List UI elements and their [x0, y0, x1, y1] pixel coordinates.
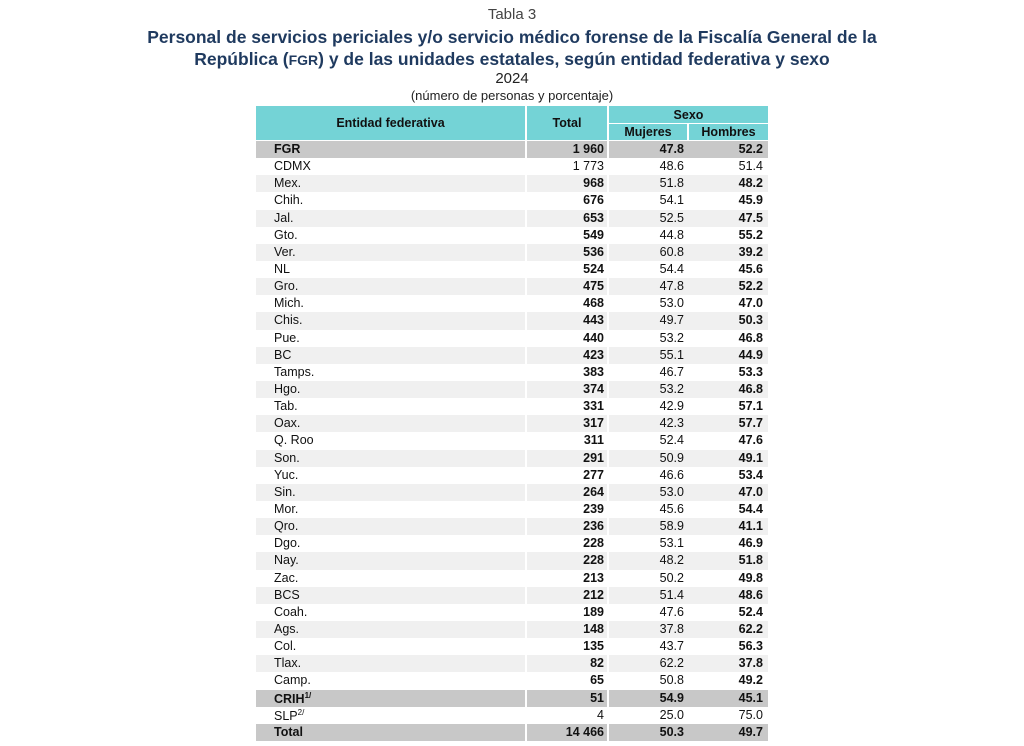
table-row: [256, 587, 768, 604]
cell-mujeres: 48.6: [659, 159, 684, 174]
cell-hombres: 47.0: [738, 296, 763, 311]
cell-entidad: [274, 605, 307, 619]
header-total: Total: [527, 106, 607, 140]
cell-entidad: [274, 468, 298, 482]
cell-total: 236: [583, 519, 604, 534]
cell-total: 374: [583, 381, 604, 396]
table-row: [256, 672, 768, 689]
table-row: [256, 192, 768, 209]
cell-entidad-text: Son.: [274, 450, 300, 465]
column-divider: [607, 278, 609, 295]
cell-entidad-text: Qro.: [274, 519, 299, 534]
column-divider: [525, 432, 527, 449]
data-table: [256, 106, 768, 739]
cell-entidad: [274, 416, 300, 430]
cell-mujeres: 53.0: [659, 296, 684, 311]
cell-mujeres: 47.8: [659, 142, 684, 156]
cell-hombres: 46.8: [738, 381, 763, 396]
cell-entidad: [274, 193, 303, 207]
cell-mujeres: 47.6: [659, 604, 684, 619]
cell-total: 212: [583, 587, 604, 602]
header-hombres: Hombres: [689, 124, 768, 140]
cell-total: 228: [583, 536, 604, 551]
column-divider: [607, 364, 609, 381]
cell-entidad: [274, 245, 296, 259]
cell-total: 317: [583, 416, 604, 431]
cell-entidad: [274, 588, 300, 602]
cell-hombres: 53.3: [738, 364, 763, 379]
cell-entidad: [274, 262, 290, 276]
cell-entidad-text: CDMX: [274, 159, 311, 174]
column-divider: [525, 312, 527, 329]
cell-hombres: 37.8: [738, 656, 763, 671]
cell-total: 14 466: [565, 724, 604, 739]
cell-entidad: [274, 725, 303, 739]
cell-entidad: [274, 451, 300, 465]
cell-hombres: 48.2: [738, 176, 763, 191]
cell-hombres: 49.2: [738, 673, 763, 688]
column-divider: [607, 261, 609, 278]
column-divider: [525, 570, 527, 587]
table-row: [256, 398, 768, 415]
table-body: [256, 141, 768, 741]
table-row: [256, 690, 768, 707]
cell-total: 189: [583, 604, 604, 619]
cell-total: 239: [583, 501, 604, 516]
cell-total: 423: [583, 347, 604, 362]
cell-hombres: 57.7: [738, 416, 763, 431]
column-divider: [525, 484, 527, 501]
column-divider: [525, 467, 527, 484]
table-row: [256, 227, 768, 244]
column-divider: [607, 570, 609, 587]
table-row: [256, 432, 768, 449]
table-row: [256, 570, 768, 587]
column-divider: [607, 141, 609, 158]
column-divider: [607, 432, 609, 449]
cell-hombres: 56.3: [738, 639, 763, 654]
column-divider: [525, 535, 527, 552]
cell-entidad-text: Yuc.: [274, 467, 299, 482]
cell-hombres: 46.9: [738, 536, 763, 551]
cell-entidad: [274, 553, 299, 567]
cell-entidad-text: Mex.: [274, 176, 302, 191]
column-divider: [525, 141, 527, 158]
table-row: [256, 415, 768, 432]
cell-hombres: 46.8: [738, 330, 763, 345]
cell-entidad: [274, 142, 300, 156]
column-divider: [607, 587, 609, 604]
cell-total: 331: [583, 399, 604, 414]
cell-total: 291: [583, 450, 604, 465]
title-part1: Personal de servicios periciales y/o servicio médico forense de la Fiscalía General de la República (: [147, 27, 877, 69]
cell-hombres: 53.4: [738, 467, 763, 482]
table-row: [256, 450, 768, 467]
cell-total: 228: [583, 553, 604, 568]
cell-entidad: [274, 176, 301, 190]
table-row: [256, 552, 768, 569]
column-divider: [525, 587, 527, 604]
table-row: [256, 518, 768, 535]
cell-mujeres: 25.0: [659, 707, 684, 722]
cell-entidad-text: SLP: [274, 708, 298, 723]
column-divider: [607, 707, 609, 724]
cell-entidad: [274, 571, 298, 585]
cell-entidad: [274, 502, 298, 516]
column-divider: [607, 158, 609, 175]
column-divider: [607, 621, 609, 638]
cell-mujeres: 42.3: [659, 416, 684, 431]
cell-entidad: [274, 211, 293, 225]
cell-entidad-text: Chis.: [274, 313, 303, 328]
column-divider: [525, 604, 527, 621]
cell-mujeres: 52.4: [659, 433, 684, 448]
cell-total: 277: [583, 467, 604, 482]
cell-entidad: [274, 382, 300, 396]
table-row: [256, 175, 768, 192]
cell-hombres: 49.7: [738, 724, 763, 739]
header-entidad: Entidad federativa: [256, 106, 525, 140]
column-divider: [525, 175, 527, 192]
header-mujeres: Mujeres: [609, 124, 687, 140]
column-divider: [525, 552, 527, 569]
cell-hombres: 48.6: [738, 587, 763, 602]
cell-mujeres: 37.8: [659, 621, 684, 636]
column-divider: [607, 450, 609, 467]
cell-entidad-text: Oax.: [274, 416, 301, 431]
column-divider: [607, 312, 609, 329]
table-title: [112, 26, 912, 71]
table-units: (número de personas y porcentaje): [410, 88, 614, 103]
cell-mujeres: 54.9: [659, 690, 684, 705]
cell-mujeres: 58.9: [659, 519, 684, 534]
column-divider: [525, 227, 527, 244]
table-row: [256, 724, 768, 741]
cell-mujeres: 50.3: [659, 724, 684, 739]
cell-total: 383: [583, 364, 604, 379]
cell-entidad: [274, 331, 300, 345]
cell-mujeres: 47.8: [659, 279, 684, 294]
cell-mujeres: 44.8: [659, 227, 684, 242]
column-divider: [607, 398, 609, 415]
column-divider: [525, 724, 527, 741]
cell-total: 443: [583, 313, 604, 328]
cell-entidad-text: CRIH: [274, 691, 305, 706]
cell-entidad: [274, 519, 298, 533]
column-divider: [607, 638, 609, 655]
cell-total: 51: [590, 690, 604, 705]
column-divider: [607, 330, 609, 347]
cell-hombres: 52.4: [738, 604, 763, 619]
table-row: [256, 210, 768, 227]
column-divider: [525, 381, 527, 398]
cell-total: 4: [597, 707, 604, 722]
column-divider: [525, 261, 527, 278]
cell-entidad: [274, 279, 298, 293]
cell-entidad-text: Tlax.: [274, 656, 302, 671]
column-divider: [607, 672, 609, 689]
cell-entidad-text: Dgo.: [274, 536, 301, 551]
cell-entidad-text: Q. Roo: [274, 433, 314, 448]
column-divider: [607, 347, 609, 364]
cell-hombres: 54.4: [738, 501, 763, 516]
cell-mujeres: 60.8: [659, 244, 684, 259]
table-row: [256, 381, 768, 398]
cell-entidad: [274, 399, 298, 413]
column-divider: [607, 690, 609, 707]
cell-entidad-text: Camp.: [274, 673, 311, 688]
table-row: [256, 295, 768, 312]
cell-mujeres: 53.0: [659, 484, 684, 499]
cell-entidad-text: Pue.: [274, 330, 300, 345]
column-divider: [525, 210, 527, 227]
cell-mujeres: 53.2: [659, 330, 684, 345]
cell-total: 968: [583, 176, 604, 191]
cell-entidad: [274, 673, 311, 687]
cell-entidad-text: Tamps.: [274, 364, 315, 379]
cell-hombres: 45.1: [738, 690, 763, 705]
cell-hombres: 50.3: [738, 313, 763, 328]
table-row: [256, 467, 768, 484]
column-divider: [525, 192, 527, 209]
cell-entidad: [274, 708, 304, 723]
cell-entidad-text: Mich.: [274, 296, 304, 311]
column-divider: [607, 604, 609, 621]
column-divider: [525, 415, 527, 432]
cell-total: 213: [583, 570, 604, 585]
column-divider: [607, 535, 609, 552]
table-row: [256, 604, 768, 621]
column-divider: [525, 158, 527, 175]
column-divider: [525, 450, 527, 467]
cell-mujeres: 48.2: [659, 553, 684, 568]
cell-hombres: 47.0: [738, 484, 763, 499]
column-divider: [525, 347, 527, 364]
table-row: [256, 278, 768, 295]
footnote-marker: 1/: [304, 690, 312, 700]
column-divider: [607, 295, 609, 312]
cell-hombres: 47.5: [738, 210, 763, 225]
cell-total: 311: [583, 433, 604, 448]
table-row: [256, 330, 768, 347]
column-divider: [525, 621, 527, 638]
table-header: [256, 106, 768, 140]
cell-mujeres: 54.1: [659, 193, 684, 208]
cell-entidad-text: Gro.: [274, 279, 299, 294]
cell-entidad: [274, 639, 296, 653]
cell-entidad: [274, 656, 301, 670]
cell-total: 148: [583, 621, 604, 636]
cell-hombres: 45.9: [738, 193, 763, 208]
table-row: [256, 484, 768, 501]
footnote-marker: 2/: [297, 707, 305, 717]
column-divider: [607, 467, 609, 484]
cell-entidad-text: Ags.: [274, 621, 300, 636]
table-row: [256, 141, 768, 158]
cell-mujeres: 52.5: [659, 210, 684, 225]
table-number: Tabla 3: [487, 6, 537, 23]
cell-total: 440: [583, 330, 604, 345]
table-row: [256, 347, 768, 364]
cell-entidad-text: Nay.: [274, 553, 299, 568]
cell-mujeres: 50.2: [659, 570, 684, 585]
column-divider: [607, 724, 609, 741]
column-divider: [525, 638, 527, 655]
cell-hombres: 51.4: [738, 159, 763, 174]
table-row: [256, 501, 768, 518]
column-divider: [525, 398, 527, 415]
table-row: [256, 244, 768, 261]
table-row: [256, 158, 768, 175]
cell-total: 468: [583, 296, 604, 311]
cell-total: 475: [583, 279, 604, 294]
cell-mujeres: 55.1: [659, 347, 684, 362]
cell-hombres: 41.1: [738, 519, 763, 534]
cell-entidad-text: BCS: [274, 587, 300, 602]
cell-total: 264: [583, 484, 604, 499]
cell-entidad-text: FGR: [274, 142, 301, 156]
cell-total: 135: [583, 639, 604, 654]
cell-entidad-text: Tab.: [274, 399, 298, 414]
cell-entidad-text: Col.: [274, 639, 297, 654]
cell-entidad-text: Mor.: [274, 501, 299, 516]
cell-hombres: 75.0: [738, 707, 763, 722]
column-divider: [607, 244, 609, 261]
column-divider: [607, 415, 609, 432]
title-part2: ) y de las unidades estatales, según entidad federativa y sexo: [318, 49, 830, 69]
cell-mujeres: 42.9: [659, 399, 684, 414]
table-row: [256, 535, 768, 552]
column-divider: [525, 364, 527, 381]
cell-mujeres: 46.6: [659, 467, 684, 482]
cell-entidad-text: Jal.: [274, 210, 294, 225]
cell-hombres: 62.2: [738, 621, 763, 636]
cell-entidad-text: Coah.: [274, 604, 308, 619]
cell-entidad-text: Total: [274, 724, 303, 739]
cell-hombres: 47.6: [738, 433, 763, 448]
cell-mujeres: 50.9: [659, 450, 684, 465]
table-row: [256, 312, 768, 329]
cell-mujeres: 53.1: [659, 536, 684, 551]
cell-hombres: 57.1: [738, 399, 763, 414]
column-divider: [607, 175, 609, 192]
column-divider: [607, 518, 609, 535]
table-row: [256, 261, 768, 278]
cell-total: 1 773: [572, 159, 604, 174]
cell-total: 1 960: [572, 142, 604, 156]
cell-entidad: [274, 536, 300, 550]
cell-entidad-text: Zac.: [274, 570, 299, 585]
column-divider: [607, 501, 609, 518]
column-divider: [607, 227, 609, 244]
cell-total: 82: [590, 656, 604, 671]
cell-entidad-text: BC: [274, 347, 292, 362]
cell-hombres: 49.8: [738, 570, 763, 585]
cell-entidad-text: Hgo.: [274, 381, 301, 396]
table-row: [256, 655, 768, 672]
cell-entidad-text: Gto.: [274, 227, 298, 242]
column-divider: [525, 330, 527, 347]
column-divider: [607, 381, 609, 398]
cell-hombres: 49.1: [738, 450, 763, 465]
column-divider: [525, 244, 527, 261]
cell-entidad: [274, 433, 314, 447]
cell-entidad-text: Sin.: [274, 484, 296, 499]
table-row: [256, 621, 768, 638]
table-row: [256, 707, 768, 724]
cell-entidad: [274, 622, 299, 636]
cell-entidad: [274, 365, 314, 379]
cell-mujeres: 51.4: [659, 587, 684, 602]
cell-entidad: [274, 691, 311, 706]
cell-mujeres: 45.6: [659, 501, 684, 516]
column-divider: [607, 484, 609, 501]
cell-mujeres: 43.7: [659, 639, 684, 654]
cell-entidad-text: NL: [274, 261, 290, 276]
cell-mujeres: 46.7: [659, 364, 684, 379]
cell-total: 549: [583, 227, 604, 242]
cell-mujeres: 62.2: [659, 656, 684, 671]
cell-mujeres: 53.2: [659, 381, 684, 396]
cell-entidad: [274, 313, 302, 327]
cell-mujeres: 50.8: [659, 673, 684, 688]
cell-hombres: 55.2: [738, 227, 763, 242]
cell-mujeres: 54.4: [659, 261, 684, 276]
column-divider: [525, 295, 527, 312]
header-sexo: Sexo: [609, 106, 768, 123]
cell-total: 524: [583, 261, 604, 276]
cell-total: 653: [583, 210, 604, 225]
cell-total: 65: [590, 673, 604, 688]
column-divider: [525, 278, 527, 295]
cell-entidad: [274, 485, 296, 499]
cell-entidad-text: Ver.: [274, 244, 296, 259]
cell-entidad: [274, 296, 304, 310]
cell-mujeres: 51.8: [659, 176, 684, 191]
column-divider: [525, 690, 527, 707]
cell-hombres: 51.8: [738, 553, 763, 568]
column-divider: [525, 672, 527, 689]
cell-total: 676: [583, 193, 604, 208]
column-divider: [525, 501, 527, 518]
cell-hombres: 52.2: [738, 279, 763, 294]
table-row: [256, 364, 768, 381]
cell-hombres: 44.9: [738, 347, 763, 362]
column-divider: [607, 192, 609, 209]
cell-entidad: [274, 159, 311, 173]
table-row: [256, 638, 768, 655]
column-divider: [525, 518, 527, 535]
cell-entidad: [274, 348, 291, 362]
cell-hombres: 45.6: [738, 261, 763, 276]
cell-hombres: 52.2: [738, 142, 763, 156]
column-divider: [525, 707, 527, 724]
cell-hombres: 39.2: [738, 244, 763, 259]
cell-entidad: [274, 228, 298, 242]
cell-mujeres: 49.7: [659, 313, 684, 328]
cell-entidad-text: Chih.: [274, 193, 304, 208]
column-divider: [607, 655, 609, 672]
column-divider: [525, 655, 527, 672]
column-divider: [607, 552, 609, 569]
cell-total: 536: [583, 244, 604, 259]
column-divider: [607, 210, 609, 227]
table-year: 2024: [495, 70, 529, 87]
title-abbr: FGR: [288, 52, 319, 68]
